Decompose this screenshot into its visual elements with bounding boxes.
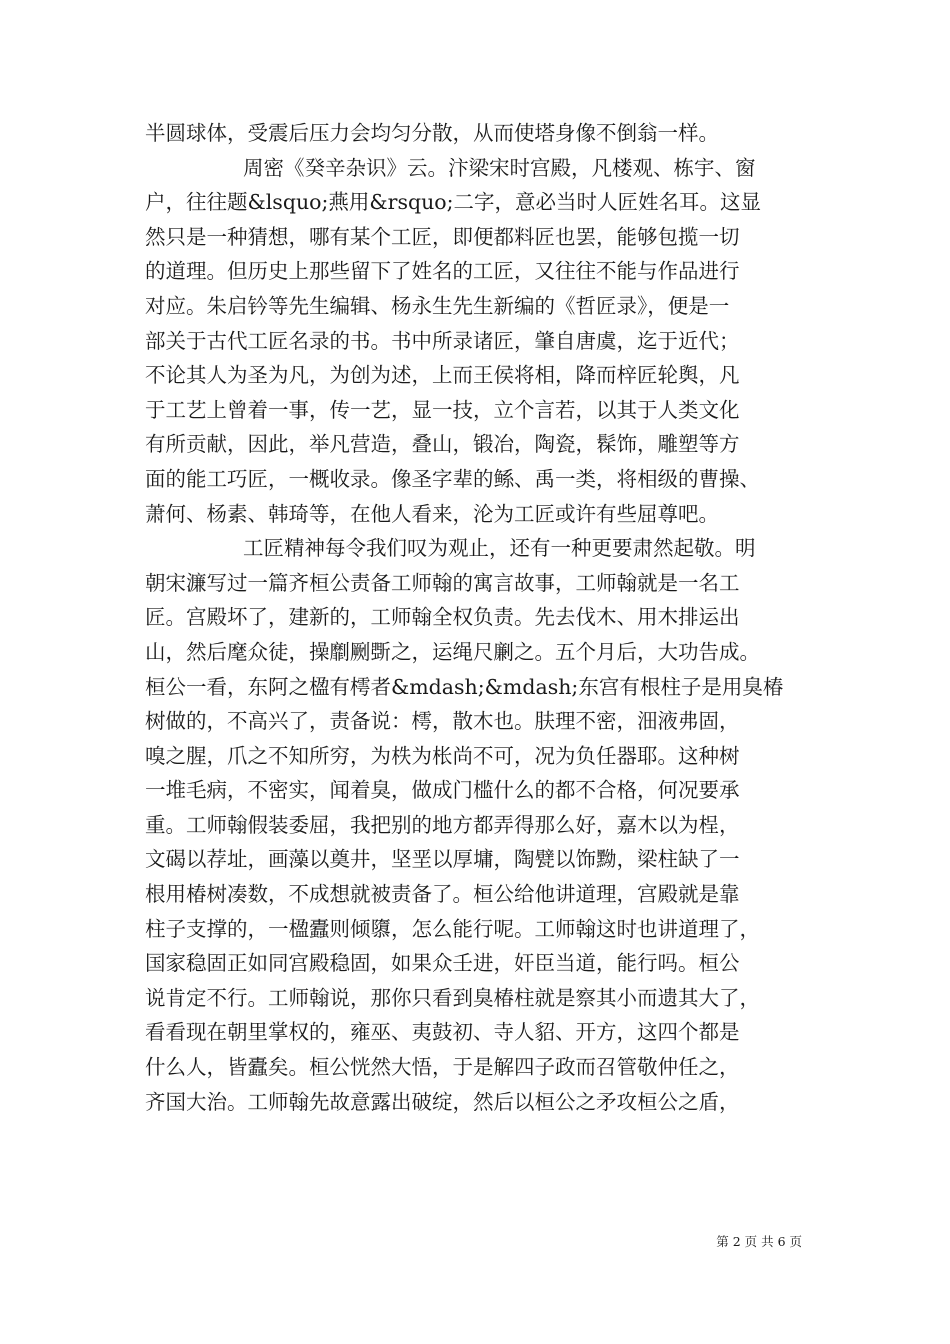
text-line: 的道理。但历史上那些留下了姓名的工匠，又往往不能与作品进行 (145, 259, 740, 284)
text-line: 萧何、杨素、韩琦等，在他人看来，沦为工匠或许有些屈尊吧。 (145, 501, 719, 526)
text-line: 匠。宫殿坏了，建新的，工师翰全权负责。先去伐木、用木排运出 (145, 605, 740, 630)
text-line: 半圆球体，受震后压力会均匀分散，从而使塔身像不倒翁一样。 (145, 121, 719, 145)
text-line: 山，然后麾众徒，操劘劂斲之，运绳尺劆之。五个月后，大功告成。 (145, 639, 760, 664)
paragraph-first-line: 周密《癸辛杂识》云。汴梁宋时宫殿，凡楼观、栋宇、窗 (243, 155, 756, 180)
text-line: 然只是一种猜想，哪有某个工匠，即便都料匠也罢，能够包揽一切 (145, 224, 740, 249)
paragraph-first-line: 工匠精神每令我们叹为观止，还有一种更要肃然起敬。明 (243, 536, 756, 561)
text-line: 部关于古代工匠名录的书。书中所录诸匠，肇自唐虞，迄于近代； (145, 328, 740, 353)
text-line: 桓公一看，东阿之楹有樗者&mdash;&mdash;东宫有根柱子是用臭椿 (145, 674, 784, 699)
text-line: 国家稳固正如同宫殿稳固，如果众壬进，奸臣当道，能行吗。桓公 (145, 951, 740, 976)
text-line: 重。工师翰假装委屈，我把别的地方都弄得那么好，嘉木以为桯， (145, 812, 740, 837)
text-line: 看看现在朝里掌权的，雍巫、夷鼓初、寺人貂、开方，这四个都是 (145, 1020, 740, 1045)
text-line: 面的能工巧匠，一概收录。像圣字辈的鲧、禹一类，将相级的曹操、 (145, 466, 760, 491)
text-line: 对应。朱启钤等先生编辑、杨永生先生新编的《哲匠录》，便是一 (145, 293, 730, 318)
text-line: 嗅之腥，爪之不知所穷，为柣为枨尚不可，况为负任器耶。这种树 (145, 743, 740, 768)
text-line: 不论其人为圣为凡，为创为述，上而王侯将相，降而梓匠轮舆，凡 (145, 363, 740, 388)
text-line: 树做的，不高兴了，责备说：樗，散木也。肤理不密，沺液弗固， (145, 709, 740, 734)
text-line: 文碣以荐址，画藻以奠井，坚垩以厚墉，陶甓以饰黝，梁柱缺了一 (145, 847, 740, 872)
text-line: 一堆毛病，不密实，闻着臭，做成门槛什么的都不合格，何况要承 (145, 778, 740, 803)
text-line: 齐国大治。工师翰先故意露出破绽，然后以桓公之矛攻桓公之盾， (145, 1089, 740, 1114)
text-line: 于工艺上曾着一事，传一艺，显一技，立个言若，以其于人类文化 (145, 397, 740, 422)
text-line: 有所贡献，因此，举凡营造，叠山，锻冶，陶瓷，髹饰，雕塑等方 (145, 432, 740, 457)
text-line: 柱子支撑的，一楹蠹则倾隳，怎么能行呢。工师翰这时也讲道理了， (145, 916, 760, 941)
text-line: 说肯定不行。工师翰说，那你只看到臭椿柱就是察其小而遗其大了， (145, 985, 760, 1010)
text-line: 户，往往题&lsquo;燕用&rsquo;二字，意必当时人匠姓名耳。这显 (145, 190, 762, 215)
text-line: 根用椿树凑数，不成想就被责备了。桓公给他讲道理，宫殿就是靠 (145, 882, 740, 907)
text-line: 朝宋濂写过一篇齐桓公责备工师翰的寓言故事，工师翰就是一名工 (145, 570, 740, 595)
text-line: 什么人，皆蠹矣。桓公恍然大悟，于是解四子政而召管敬仲任之， (145, 1055, 740, 1080)
page-number-footer: 第 2 页 共 6 页 (716, 1234, 802, 1249)
body-text (145, 116, 815, 1119)
